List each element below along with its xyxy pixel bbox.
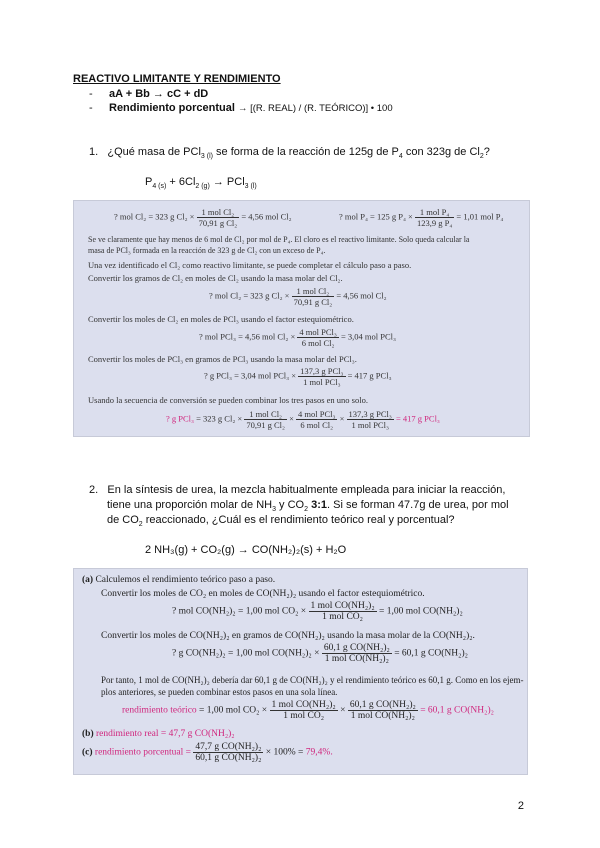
- denominator: 6 mol Cl₂: [300, 420, 334, 430]
- panel2-part-a: [82, 575, 275, 585]
- calc-result: = 4,56 mol Cl₂: [241, 211, 292, 222]
- eq-sub: 2 (g): [195, 183, 210, 191]
- panel1-text: Convertir los moles de PCl₃ en gramos de PCl₃ usando la masa molar del PCl₃.: [88, 354, 357, 364]
- denominator: 1 mol PCl₃: [303, 377, 341, 387]
- panel1-combined: [166, 409, 440, 430]
- panel2-text: Convertir los moles de CO₂ en moles de CO(NH₂)₂ usando el factor estequiométrico.: [101, 589, 425, 599]
- fraction: [415, 207, 454, 228]
- fraction: [197, 207, 240, 228]
- denominator: 60,1 g CO(NH₂)₂: [195, 753, 262, 763]
- q1-sub: 4: [398, 153, 403, 161]
- bullet-dash: -: [89, 102, 93, 114]
- denominator: 70,91 g Cl₂: [293, 297, 333, 307]
- denominator: 123,9 g P₄: [416, 218, 453, 228]
- panel2-text: Convertir los moles de CO(NH₂)₂ en gramos de CO(NH₂)₂ usando la masa molar de la CO(NH₂)₂.: [101, 631, 475, 641]
- numerator: 60,1 g CO(NH₂)₂: [349, 700, 416, 710]
- times-sign: ×: [340, 705, 346, 716]
- q1-text: se forma de la reacción de 125g de P: [212, 146, 399, 158]
- percent-yield-label: rendimiento porcentual =: [94, 747, 192, 758]
- panel2-part-c: [82, 742, 333, 763]
- times-sign: ×: [289, 413, 294, 424]
- bullet-dash: -: [89, 88, 93, 100]
- question-number: 1.: [89, 146, 99, 158]
- panel1-step1: [209, 286, 387, 307]
- percent-yield-result: 79,4%.: [305, 747, 333, 758]
- real-yield: rendimiento real = 47,7 g CO(NH₂)₂: [96, 729, 235, 739]
- solution-panel-1: [73, 200, 530, 437]
- calc-left: × 100% =: [265, 747, 304, 758]
- q1-equation: [145, 176, 257, 190]
- calc-result: = 417 g PCl₃: [347, 370, 392, 381]
- numerator: 1 mol Cl₂: [244, 409, 287, 420]
- fraction: [309, 601, 377, 622]
- denominator: 1 mol PCl₃: [351, 420, 389, 430]
- calc-result: = 60,1 g CO(NH₂)₂: [394, 648, 468, 659]
- numerator: 4 mol PCl₃: [298, 409, 336, 419]
- question-number: 2.: [89, 484, 99, 496]
- calc-left: = 323 g Cl₂ ×: [196, 413, 243, 424]
- bullet-yield: [89, 102, 509, 116]
- fraction: [297, 327, 338, 348]
- bullet-reaction: [89, 88, 489, 102]
- q1-text: con 323g de Cl: [402, 146, 480, 158]
- denominator: 1 mol CO₂: [322, 612, 363, 622]
- times-sign: ×: [339, 413, 345, 424]
- panel1-text: Una vez identificado el Cl₂ como reactivo limitante, se puede completar el cálculo paso a paso.: [88, 260, 412, 270]
- numerator: 137,3 g PCl₃: [348, 409, 392, 419]
- q2-text: . Si se forman 47.7g de urea, por mol: [327, 499, 509, 511]
- calc-left: ? mol CO(NH₂)₂ = 1,00 mol CO₂ ×: [172, 606, 307, 617]
- panel1-text: Se ve claramente que hay menos de 6 mol de Cl₂ por mol de P₄. El cloro es el reactivo limitante. Solo queda calcular la: [88, 235, 470, 244]
- question-2-line-1: [89, 484, 505, 496]
- denominator: 1 mol CO(NH₂)₂: [350, 711, 415, 721]
- fraction: [322, 643, 392, 664]
- question-1: [89, 146, 490, 160]
- panel2-step1: [172, 601, 463, 622]
- combined-label: ? g PCl₃: [166, 413, 194, 424]
- q2-ratio: 3:1: [308, 499, 327, 511]
- panel1-step3: [204, 366, 392, 387]
- numerator: 60,1 g CO(NH₂)₂: [323, 643, 390, 653]
- panel1-step2: [199, 327, 396, 348]
- panel1-text: Usando la secuencia de conversión se pueden combinar los tres pasos en uno solo.: [88, 395, 368, 405]
- q2-text: reaccionado, ¿Cuál es el rendimiento teórico real y porcentual?: [142, 514, 455, 526]
- fraction: [347, 409, 394, 430]
- panel1-text: Convertir los gramos de Cl₂ en moles de Cl₂ usando la masa molar del Cl₂.: [88, 273, 343, 283]
- question-2-line-3: [107, 514, 455, 528]
- q1-text: ?: [483, 146, 490, 158]
- eq-term: + 6Cl: [166, 176, 196, 188]
- q2-equation: 2 NH₃(g) + CO₂(g) → CO(NH₂)₂(s) + H₂O: [145, 544, 347, 556]
- yield-label: Rendimiento porcentual: [109, 102, 235, 114]
- q2-sub: 2: [304, 506, 309, 514]
- combined-result: = 60,1 g CO(NH₂)₂: [420, 705, 494, 716]
- eq-sub: 3 (l): [244, 183, 257, 191]
- denominator: 70,91 g Cl₂: [198, 218, 238, 228]
- q1-sub: 3 (l): [200, 153, 213, 161]
- question-2-line-2: [107, 499, 509, 513]
- eq-sub: 4 (s): [152, 183, 167, 191]
- panel1-text: Convertir los moles de Cl₂ en moles de PCl₃ usando el factor estequiométrico.: [88, 314, 354, 324]
- numerator: 1 mol Cl₂: [197, 207, 240, 218]
- numerator: 4 mol PCl₃: [299, 327, 337, 337]
- part-label: (b): [82, 729, 94, 739]
- calc-left: ? g CO(NH₂)₂ = 1,00 mol CO(NH₂)₂ ×: [172, 648, 320, 659]
- q2-text: de CO: [107, 514, 139, 526]
- q2-text: y CO: [276, 499, 305, 511]
- fraction: [244, 409, 287, 430]
- numerator: 1 mol CO(NH₂)₂: [271, 700, 336, 710]
- panel1-text: masa de PCl₃ formada en la reacción de 323 g de Cl₂ con un exceso de P₄.: [88, 246, 326, 255]
- q2-text: En la síntesis de urea, la mezcla habitualmente empleada para iniciar la reacción,: [107, 484, 506, 496]
- panel2-text: Calculemos el rendimiento teórico paso a paso.: [95, 575, 276, 585]
- part-label: (a): [82, 575, 94, 585]
- fraction: [292, 286, 335, 307]
- fraction: [193, 742, 263, 763]
- calc-result: = 3,04 mol PCl₃: [340, 331, 396, 342]
- calc-result: = 4,56 mol Cl₂: [336, 290, 387, 301]
- q2-sub: 3: [272, 506, 276, 514]
- eq-term: → PCl: [209, 176, 245, 188]
- calc-left: ? mol Cl₂ = 323 g Cl₂ ×: [209, 290, 290, 301]
- panel2-text: Por tanto, 1 mol de CO(NH₂)₂ debería dar 60,1 g de CO(NH₂)₂ y el rendimiento teórico es 60,1 g. Como en los ejem-: [101, 675, 524, 685]
- fraction: [296, 409, 337, 430]
- panel1-calc-cl2: [114, 207, 292, 228]
- general-reaction: aA + Bb → cC + dD: [109, 88, 209, 100]
- numerator: 1 mol P₄: [415, 207, 454, 218]
- denominator: 70,91 g Cl₂: [246, 420, 285, 430]
- numerator: 47,7 g CO(NH₂)₂: [195, 742, 262, 752]
- yield-formula: → [(R. REAL) / (R. TEÓRICO)] • 100: [237, 103, 393, 114]
- calc-result: = 1,01 mol P₄: [456, 211, 504, 222]
- denominator: 1 mol CO₂: [283, 711, 325, 721]
- numerator: 1 mol Cl₂: [292, 286, 335, 297]
- panel2-combined: [122, 700, 494, 721]
- calc-left: ? mol Cl₂ = 323 g Cl₂ ×: [114, 211, 195, 222]
- calc-left: ? g PCl₃ = 3,04 mol PCl₃ ×: [204, 370, 297, 381]
- solution-panel-2: [73, 568, 528, 775]
- q2-sub: 2: [138, 521, 143, 529]
- panel2-step2: [172, 643, 468, 664]
- panel2-part-b: [82, 729, 235, 739]
- calc-left: ? mol PCl₃ = 4,56 mol Cl₂ ×: [199, 331, 296, 342]
- page-number: 2: [517, 800, 524, 812]
- denominator: 6 mol Cl₂: [301, 338, 335, 348]
- part-label: (c): [82, 747, 93, 758]
- panel1-calc-p4: [339, 207, 503, 228]
- fraction: [298, 366, 345, 387]
- fraction: [270, 700, 338, 721]
- denominator: 1 mol CO(NH₂)₂: [324, 654, 389, 664]
- combined-label: rendimiento teórico: [122, 705, 197, 716]
- numerator: 1 mol CO(NH₂)₂: [310, 601, 375, 611]
- numerator: 137,3 g PCl₃: [300, 366, 344, 376]
- q2-text: tiene una proporción molar de NH: [107, 499, 273, 511]
- eq-term: P: [145, 176, 153, 188]
- page-heading: REACTIVO LIMITANTE Y RENDIMIENTO: [73, 73, 281, 85]
- calc-left: ? mol P₄ = 125 g P₄ ×: [339, 211, 413, 222]
- calc-result: = 1,00 mol CO(NH₂)₂: [379, 606, 463, 617]
- combined-result: = 417 g PCl₃: [396, 413, 440, 424]
- fraction: [348, 700, 418, 721]
- calc-left: = 1,00 mol CO₂ ×: [199, 705, 268, 716]
- panel2-text: plos anteriores, se pueden combinar estos pasos en una sola línea.: [101, 687, 338, 697]
- q1-text: ¿Qué masa de PCl: [107, 146, 201, 158]
- q1-sub: 2: [479, 153, 484, 161]
